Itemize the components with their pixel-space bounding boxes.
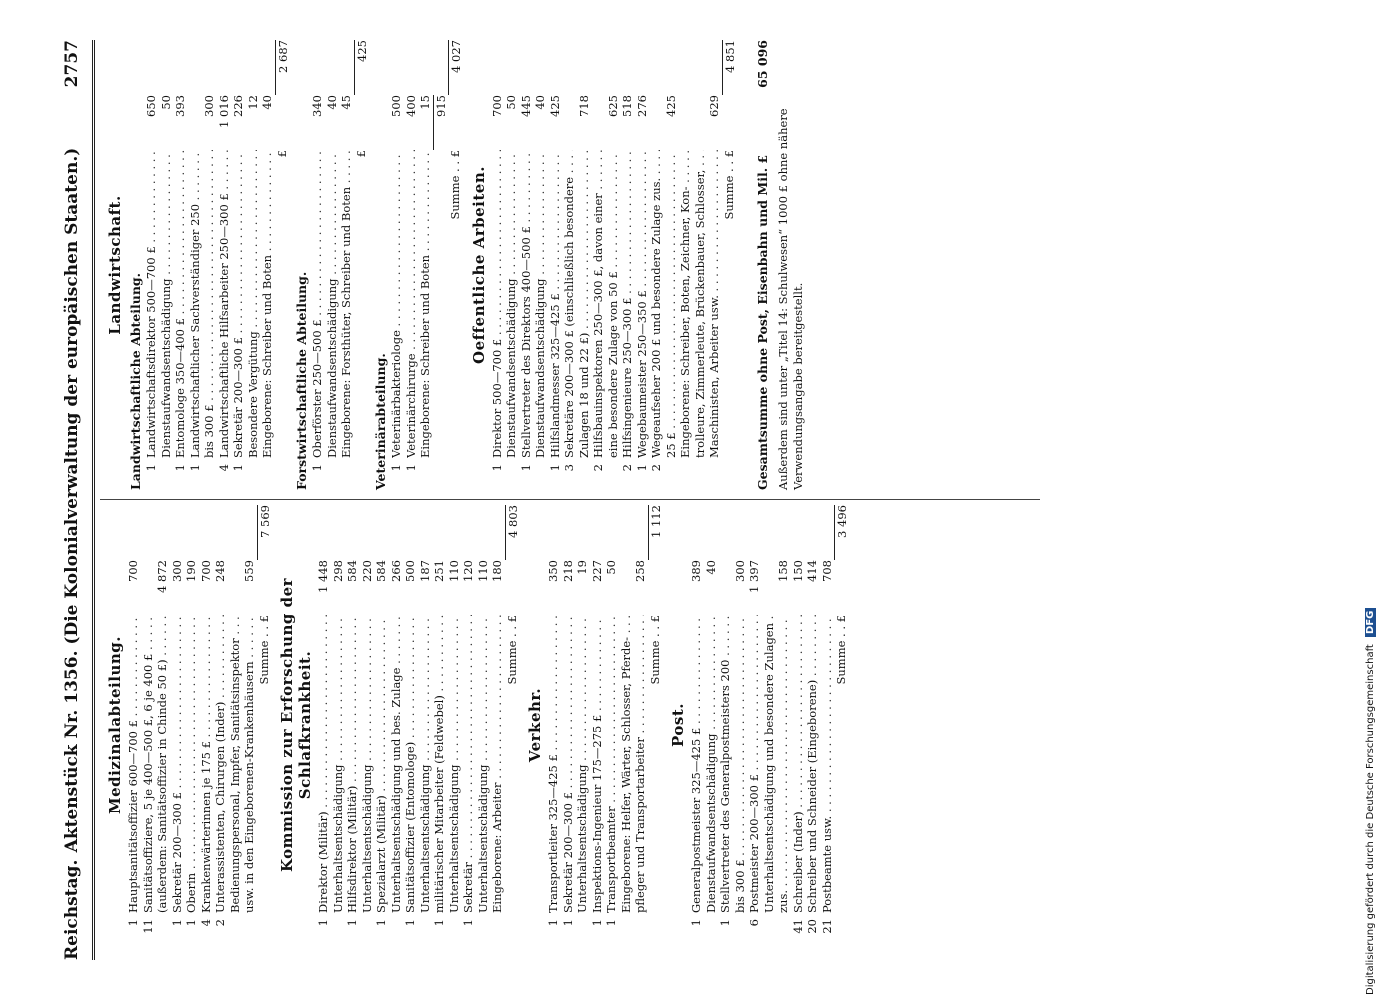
row-amount: 190	[184, 560, 198, 582]
grand-total	[755, 40, 770, 490]
header-left: Reichstag.	[62, 859, 82, 960]
row-amount: 227	[589, 560, 604, 582]
row-label: Eingeborene: Schreiber und Boten . . .	[418, 150, 433, 458]
left-column	[100, 505, 850, 945]
sum-label: Summe . . £	[504, 615, 519, 685]
row-count: 1	[169, 919, 184, 927]
row-count: 1	[231, 464, 245, 472]
row-label: 25 £ . . .	[664, 150, 679, 458]
table-row	[418, 505, 433, 945]
row-count: 3	[562, 464, 576, 472]
row-amount: 350	[546, 560, 560, 582]
table-row	[325, 40, 340, 490]
row-amount: 445	[518, 95, 533, 117]
row-amount: 500	[389, 95, 403, 117]
row-label: Postbeamte usw. . . .	[820, 615, 835, 913]
table-row	[447, 505, 462, 945]
sum-label: Summe . . £	[256, 615, 271, 685]
row-label: Inspektions-Ingenieur 175—275 £ . . .	[590, 615, 605, 913]
row-count: 2	[620, 464, 634, 472]
row-label: militärischer Mitarbeiter (Feldwebel) . . .	[432, 615, 447, 913]
row-label: Hilfslandmesser 325—425 £ . . .	[548, 150, 563, 458]
table-row	[577, 40, 592, 490]
row-amount: 220	[359, 560, 374, 582]
table-row	[490, 505, 505, 945]
section-title: Post.	[669, 703, 687, 747]
row-label: bis 300 £ . . .	[202, 150, 217, 458]
row-count: 1	[187, 464, 202, 472]
row-amount: 425	[663, 95, 678, 117]
row-count: 1	[546, 919, 560, 927]
row-label: Landwirtschaftlicher Sachverständiger 250 . . .	[188, 150, 203, 458]
row-label: Transportleiter 325—425 £ . . .	[546, 615, 561, 913]
table-row	[389, 505, 404, 945]
table-row	[820, 505, 835, 945]
row-label: Dienstaufwandsentschädigung . . .	[504, 150, 519, 458]
table-row	[159, 40, 174, 490]
table-row	[389, 40, 404, 490]
row-count: 1	[126, 919, 140, 927]
row-amount: 300	[169, 560, 184, 582]
row-label: Unterhaltsentschädigung . . .	[418, 615, 433, 913]
dfg-logo: DFG	[1365, 608, 1376, 637]
row-amount: 389	[689, 560, 703, 582]
column-divider	[100, 499, 1040, 500]
row-count: 1	[634, 464, 649, 472]
row-amount: 258	[633, 560, 647, 582]
row-count: 20	[805, 919, 819, 934]
sum-row	[648, 505, 664, 945]
row-label: Unterhaltsentschädigung und besondere Zulagen . . .	[762, 615, 777, 913]
row-count: 1	[461, 919, 475, 927]
sum-value: 425	[354, 40, 370, 95]
row-count: 2	[649, 464, 663, 472]
row-amount: 158	[776, 560, 790, 582]
row-amount: 340	[310, 95, 324, 117]
row-label: Dienstaufwandsentschädigung . . .	[704, 615, 719, 913]
row-label: Direktor (Militär) . . .	[316, 615, 331, 913]
section-title: Landwirtschaft.	[106, 195, 124, 335]
row-label: Postmeister 200—300 £ . . .	[747, 615, 762, 913]
footnote: Außerdem sind unter „Titel 14: Schulwesen“ 1000 £ ohne nähere Verwendungsangabe bereitgestellt.	[776, 108, 805, 490]
row-count: 1	[316, 919, 330, 927]
table-row	[231, 40, 246, 490]
row-count: 1	[604, 919, 618, 927]
sum-label: Summe . . £	[834, 615, 848, 685]
row-label: (außerdem: Sanitätsoffizier in Chinde 50 £) . . .	[155, 615, 170, 913]
sum-value: 1 112	[648, 505, 664, 560]
table-row	[707, 40, 722, 490]
sum-row	[275, 40, 291, 490]
section-title: Medizinalabteilung.	[106, 636, 124, 814]
row-amount: 1 397	[747, 560, 761, 593]
row-amount: 40	[324, 95, 339, 110]
sum-label: Summe . . £	[448, 150, 462, 220]
row-amount: 50	[604, 560, 618, 575]
row-label: Unterhaltsentschädigung . . .	[476, 615, 491, 913]
table-row	[432, 505, 447, 945]
row-amount: 4 872	[155, 560, 169, 593]
row-label: Veterinärchirurge . . .	[404, 150, 419, 458]
row-amount: 120	[461, 560, 475, 582]
row-count: 41	[790, 919, 805, 934]
row-label: Krankenwärterinnen je 175 £ . . .	[199, 615, 214, 913]
row-amount: 15	[418, 95, 432, 110]
row-label: Besondere Vergütung . . .	[246, 150, 261, 458]
row-label: zus. . . .	[776, 615, 791, 913]
row-count: 1	[173, 464, 187, 472]
header-title: Aktenstück Nr. 1356. (Die Kolonialverwaltung der europäischen Staaten.)	[62, 147, 82, 853]
row-amount: 629	[707, 95, 721, 117]
row-amount: 50	[504, 95, 518, 110]
row-amount: 266	[388, 560, 403, 582]
row-label: Zulagen 18 und 22 £) . . .	[577, 150, 592, 458]
row-count: 1	[374, 919, 388, 927]
row-label: Hilfsbauinspektoren 250—300 £, davon einer . . .	[591, 150, 606, 458]
row-amount: 187	[417, 560, 432, 582]
row-label: Eingeborene: Forsthüter, Schreiber und Boten . . .	[339, 150, 354, 458]
table-row	[126, 505, 141, 945]
sum-label: Summe . . £	[721, 150, 736, 220]
row-amount: 276	[634, 95, 649, 117]
sum-label: Summe . . £	[647, 615, 662, 685]
table-row	[360, 505, 375, 945]
table-row	[762, 505, 777, 945]
table-row	[217, 40, 232, 490]
table-row	[791, 505, 806, 945]
section-rows	[490, 40, 738, 490]
row-label: Eingeborene: Schreiber, Boten, Zeichner, Kon- . . .	[678, 150, 693, 458]
row-count: 1	[403, 919, 417, 927]
table-row	[260, 40, 275, 490]
table-row	[476, 505, 491, 945]
table-row	[519, 40, 534, 490]
table-row	[548, 40, 563, 490]
row-amount: 248	[213, 560, 227, 582]
row-amount: 518	[620, 95, 634, 117]
row-amount: 1 448	[316, 560, 330, 593]
row-amount: 425	[547, 95, 562, 117]
row-amount: 700	[126, 560, 140, 582]
row-amount: 584	[374, 560, 388, 582]
row-amount: 300	[732, 560, 747, 582]
row-label: Unterhaltsentschädigung . . .	[447, 615, 462, 913]
table-row	[678, 40, 693, 490]
row-label: Sekretäre 200—300 £ (einschließlich besondere . . .	[562, 150, 577, 458]
table-row	[747, 505, 762, 945]
row-count: 4	[216, 464, 231, 472]
row-label: Sekretär 200—300 £ . . .	[231, 150, 246, 458]
row-label: Unterassistenten, Chirurgen (Inder) . . .	[213, 615, 228, 913]
table-row	[404, 40, 419, 490]
row-amount: 500	[403, 560, 417, 582]
row-count: 4	[198, 919, 213, 927]
row-amount: 110	[475, 560, 490, 582]
row-count: 1	[389, 464, 403, 472]
table-row	[188, 40, 203, 490]
row-label: Oberförster 250—500 £ . . .	[310, 150, 325, 458]
sum-row	[505, 505, 521, 945]
row-count: 1	[689, 919, 703, 927]
row-label: Eingeborene: Arbeiter . . .	[490, 615, 505, 913]
row-count: 21	[819, 919, 834, 934]
table-row	[718, 505, 733, 945]
sum-value: 3 496	[834, 505, 850, 560]
row-label: Sanitätsoffiziere, 5 je 400—500 £, 6 je 400 £ . . .	[141, 615, 156, 913]
row-label: Oberin . . .	[184, 615, 199, 913]
section-rows	[546, 505, 663, 945]
sum-value: 4 851	[722, 40, 738, 95]
row-label: eine besondere Zulage von 50 £ . . .	[606, 150, 621, 458]
subtotal-value: 915	[433, 95, 449, 150]
section-rows	[144, 40, 290, 490]
row-count: 1	[144, 464, 158, 472]
table-row	[339, 40, 354, 490]
table-row	[228, 505, 243, 945]
subtotal-row	[433, 40, 449, 490]
row-label: Sanitätsoffizier (Entomologe) . . .	[403, 615, 418, 913]
table-row	[202, 40, 217, 490]
right-column	[100, 40, 805, 490]
table-row	[184, 505, 199, 945]
sum-value: 7 569	[257, 505, 273, 560]
row-count: 6	[747, 919, 761, 927]
row-count: 1	[310, 464, 324, 472]
table-row	[310, 40, 325, 490]
row-label: Dienstaufwandsentschädigung . . .	[533, 150, 548, 458]
row-amount: 40	[260, 95, 274, 110]
digitization-credit	[1365, 608, 1376, 995]
row-label: Hilfsingenieure 250—300 £ . . .	[620, 150, 635, 458]
section-rows	[389, 40, 464, 490]
row-amount: 180	[490, 560, 504, 582]
table-row	[213, 505, 228, 945]
grand-total-label: Gesamtsumme ohne Post, Eisenbahn und Mil. £	[755, 154, 770, 490]
table-row	[619, 505, 634, 945]
table-row	[533, 40, 548, 490]
sum-row	[354, 40, 370, 490]
section-rows	[316, 505, 520, 945]
row-label: usw. in den Eingeborenen-Krankenhäusern . . .	[242, 615, 257, 913]
row-amount: 40	[533, 95, 547, 110]
row-amount: 414	[805, 560, 819, 582]
section-rows	[689, 505, 850, 945]
sum-label: £	[274, 150, 289, 158]
section-rows	[310, 40, 369, 490]
row-label: Entomologe 350—400 £ . . .	[173, 150, 188, 458]
row-label: Landwirtschaftsdirektor 500—700 £ . . .	[144, 150, 159, 458]
section-rows	[126, 505, 272, 945]
row-label: bis 300 £ . . .	[733, 615, 748, 913]
section-title: Oeffentliche Arbeiten.	[469, 166, 488, 364]
row-label: Landwirtschaftliche Hilfsarbeiter 250—300 £ . . .	[217, 150, 232, 458]
row-label: Sekretär 200—300 £ . . .	[170, 615, 185, 913]
table-row	[733, 505, 748, 945]
row-amount: 393	[173, 95, 187, 117]
row-amount: 584	[345, 560, 359, 582]
sum-row	[834, 505, 850, 945]
row-label: Direktor 500—700 £ . . .	[490, 150, 505, 458]
table-row	[246, 40, 261, 490]
row-label: trolleure, Zimmerleute, Brückenbauer, Schlosser, . . .	[693, 150, 708, 458]
row-amount: 700	[489, 95, 504, 117]
table-row	[242, 505, 257, 945]
section-title: Kommission zur Erforschung der Schlafkrankheit.	[278, 577, 314, 873]
row-label: Schreiber (Inder) . . .	[791, 615, 806, 913]
row-amount: 110	[446, 560, 461, 582]
row-amount: 50	[158, 95, 173, 110]
row-label: Stellvertreter des Generalpostmeisters 200 . . .	[718, 615, 733, 913]
table-row	[635, 40, 650, 490]
row-label: Wegeaufseher 200 £ und besondere Zulage zus. . . .	[649, 150, 664, 458]
table-row	[591, 40, 606, 490]
table-row	[546, 505, 561, 945]
row-count: 1	[345, 919, 359, 927]
table-row	[461, 505, 476, 945]
table-row	[155, 505, 170, 945]
row-count: 1	[184, 919, 198, 927]
row-label: Bedienungspersonal, Impfer, Sanitätsinspektor . . .	[228, 615, 243, 913]
row-label: Schreiber und Schneider (Eingeborene) . . .	[805, 615, 820, 913]
table-row	[345, 505, 360, 945]
row-count: 2	[213, 919, 227, 927]
subsection-title: Forstwirtschaftliche Abteilung.	[294, 271, 309, 490]
row-count: 1	[489, 464, 504, 472]
sum-row	[722, 40, 738, 490]
row-label: Spezialarzt (Militär) . . .	[374, 615, 389, 913]
table-row	[170, 505, 185, 945]
row-label: Generalpostmeister 325—425 £ . . .	[689, 615, 704, 913]
row-label: Hilfsdirektor (Militär) . . .	[345, 615, 360, 913]
table-row	[561, 505, 576, 945]
row-count: 1	[560, 919, 575, 927]
sum-value: 4 803	[505, 505, 521, 560]
table-row	[606, 40, 621, 490]
row-label: Unterhaltsentschädigung . . .	[360, 615, 375, 913]
credit-text: Digitalisierung gefördert durch die Deutsche Forschungsgemeinschaft	[1365, 644, 1376, 995]
table-row	[649, 40, 664, 490]
row-label: Maschinisten, Arbeiter usw. . . .	[707, 150, 722, 458]
row-label: Unterhaltsentschädigung und bes. Zulage . . .	[389, 615, 404, 913]
table-row	[199, 505, 214, 945]
row-label: Veterinärbakteriologe . . .	[389, 150, 404, 458]
sum-label: £	[353, 150, 368, 158]
table-row	[689, 505, 704, 945]
row-amount: 625	[605, 95, 620, 117]
table-row	[604, 505, 619, 945]
row-amount: 19	[575, 560, 589, 575]
row-count: 1	[518, 464, 533, 472]
table-row	[403, 505, 418, 945]
row-amount: 400	[403, 95, 418, 117]
row-label: Sekretär . . .	[461, 615, 476, 913]
table-row	[693, 40, 708, 490]
page-number: 2757	[62, 40, 82, 88]
row-amount: 40	[703, 560, 718, 575]
sum-value: 4 027	[448, 40, 464, 95]
row-count: 1	[589, 919, 604, 927]
table-row	[504, 40, 519, 490]
table-row	[704, 505, 719, 945]
row-amount: 12	[245, 95, 260, 110]
row-count: 11	[140, 919, 155, 934]
row-label: Transportbeamter . . .	[604, 615, 619, 913]
row-amount: 708	[819, 560, 834, 582]
table-row	[805, 505, 820, 945]
sum-row	[257, 505, 273, 945]
table-row	[173, 40, 188, 490]
row-count: 1	[403, 464, 418, 472]
table-row	[664, 40, 679, 490]
row-label: Stellvertreter des Direktors 400—500 £ . . .	[519, 150, 534, 458]
row-count: 1	[718, 919, 732, 927]
row-amount: 150	[790, 560, 805, 582]
row-amount: 718	[576, 95, 591, 117]
sum-row	[448, 40, 464, 490]
table-row	[633, 505, 648, 945]
row-amount: 700	[198, 560, 213, 582]
row-amount: 650	[144, 95, 158, 117]
grand-total-value: 65 096	[755, 40, 770, 88]
table-row	[141, 505, 156, 945]
section-title: Verkehr.	[526, 687, 544, 763]
table-row	[490, 40, 505, 490]
row-label: Wegebaumeister 250—350 £ . . .	[635, 150, 650, 458]
table-row	[144, 40, 159, 490]
row-amount: 45	[339, 95, 353, 110]
page-header	[62, 40, 92, 960]
subsection-title: Veterinärabteilung.	[373, 353, 388, 490]
sum-value: 2 687	[275, 40, 291, 95]
table-row	[316, 505, 331, 945]
subsection-title: Landwirtschaftliche Abteilung.	[128, 272, 143, 490]
row-label: Eingeborene: Schreiber und Boten . . .	[260, 150, 275, 458]
table-row	[620, 40, 635, 490]
row-label: pfleger und Transportarbeiter . . .	[633, 615, 648, 913]
row-amount: 251	[432, 560, 446, 582]
row-label: Sekretär 200—300 £ . . .	[561, 615, 576, 913]
table-row	[562, 40, 577, 490]
row-amount: 218	[560, 560, 575, 582]
row-label: Unterhaltsentschädigung . . .	[331, 615, 346, 913]
row-amount: 1 016	[216, 95, 231, 128]
table-row	[331, 505, 346, 945]
table-row	[776, 505, 791, 945]
row-amount: 300	[202, 95, 216, 117]
table-row	[418, 40, 433, 490]
row-count: 1	[547, 464, 562, 472]
row-label: Hauptsanitätsoffizier 600—700 £ . . .	[126, 615, 141, 913]
row-count: 1	[432, 919, 446, 927]
table-row	[575, 505, 590, 945]
row-label: Dienstaufwandsentschädigung . . .	[159, 150, 174, 458]
table-row	[590, 505, 605, 945]
header-rule	[92, 40, 95, 960]
row-label: Eingeborene: Helfer, Wärter, Schlosser, Pferde- . . .	[619, 615, 634, 913]
row-amount: 226	[231, 95, 245, 117]
row-amount: 559	[242, 560, 256, 582]
table-row	[374, 505, 389, 945]
row-label: Unterhaltsentschädigung . . .	[575, 615, 590, 913]
row-count: 2	[591, 464, 605, 472]
row-amount: 298	[330, 560, 345, 582]
row-label: Dienstaufwandsentschädigung . . .	[325, 150, 340, 458]
